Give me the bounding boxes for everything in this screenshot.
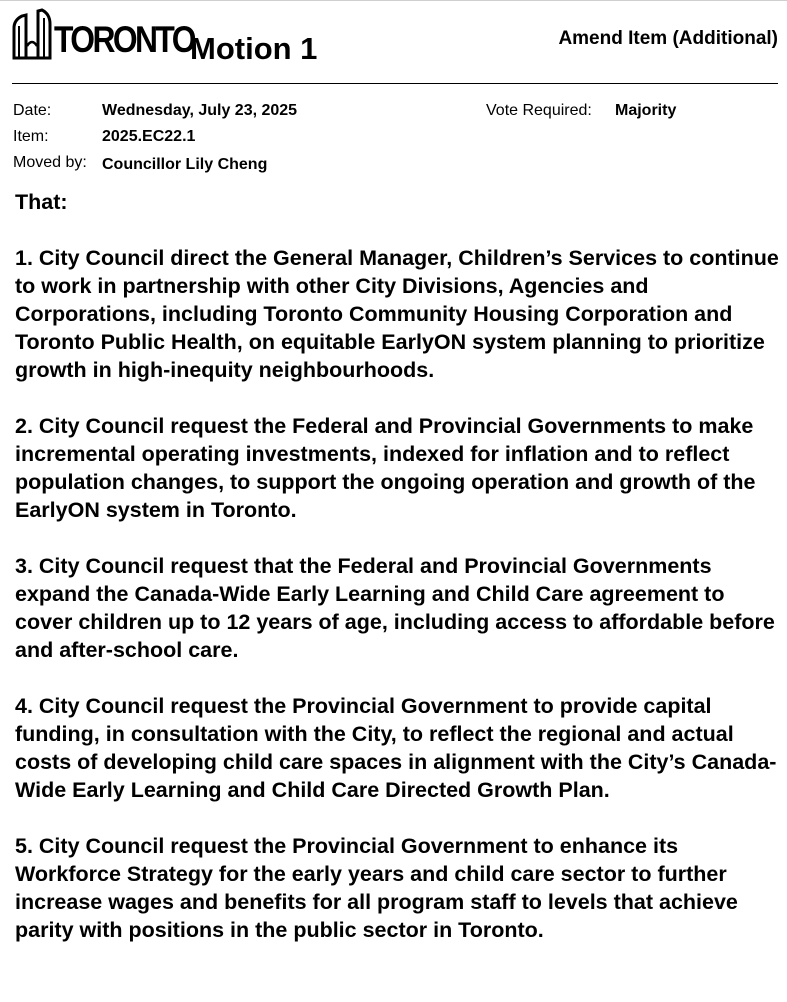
motion-paragraph-3: 3. City Council request that the Federal and Provincial Governments expand the Canada-Wide Early Learning and Child Care agreement to cover children up to 12 years of age, including access to affordable before and after-school care. [15,554,775,662]
item-row [13,124,783,150]
motion-paragraph-4: 4. City Council request the Provincial Government to provide capital funding, in consultation with the City, to reflect the regional and actual costs of developing child care spaces in alignment with the City’s Canada-Wide Early Learning and Child Care Directed Growth Plan. [15,694,777,802]
moved-by-row [13,150,783,176]
vote-required-value: Majority [615,102,677,119]
moved-by-label: Moved by: [13,154,87,171]
date-label: Date: [13,102,52,119]
vote-required-label: Vote Required: [486,102,592,119]
header-divider [12,83,778,84]
motion-title: Motion 1 [190,31,318,66]
date-row [13,98,783,124]
motion-paragraph-1: 1. City Council direct the General Manager, Children’s Services to continue to work in partnership with other City Divisions, Agencies and Corporations, including Toronto Community Housing Corporation and Toronto Public Health, on equitable EarlyON system planning to prioritize growth in high-inequity neighbourhoods. [15,246,779,382]
motion-body [15,188,783,972]
city-hall-icon [12,6,52,62]
motion-paragraph-5: 5. City Council request the Provincial Government to enhance its Workforce Strategy for the early years and child care sector to further increase wages and benefits for all program staff to levels that achieve parity with positions in the public sector in Toronto. [15,834,738,942]
motion-metadata [13,98,783,176]
top-border [0,0,787,1]
motion-intro: That: [15,190,68,214]
document-header [12,6,778,68]
item-value: 2025.EC22.1 [102,128,196,145]
item-label: Item: [13,128,49,145]
moved-by-value: Councillor Lily Cheng [102,156,268,173]
date-value: Wednesday, July 23, 2025 [102,102,298,119]
logo-wordmark: TORONTO [54,19,194,60]
motion-paragraph-2: 2. City Council request the Federal and Provincial Governments to make incremental operating investments, indexed for inflation and to reflect population changes, to support the ongoing operation and growth of the EarlyON system in Toronto. [15,414,756,522]
toronto-logo [12,6,194,62]
amend-type-label: Amend Item (Additional) [558,28,778,49]
